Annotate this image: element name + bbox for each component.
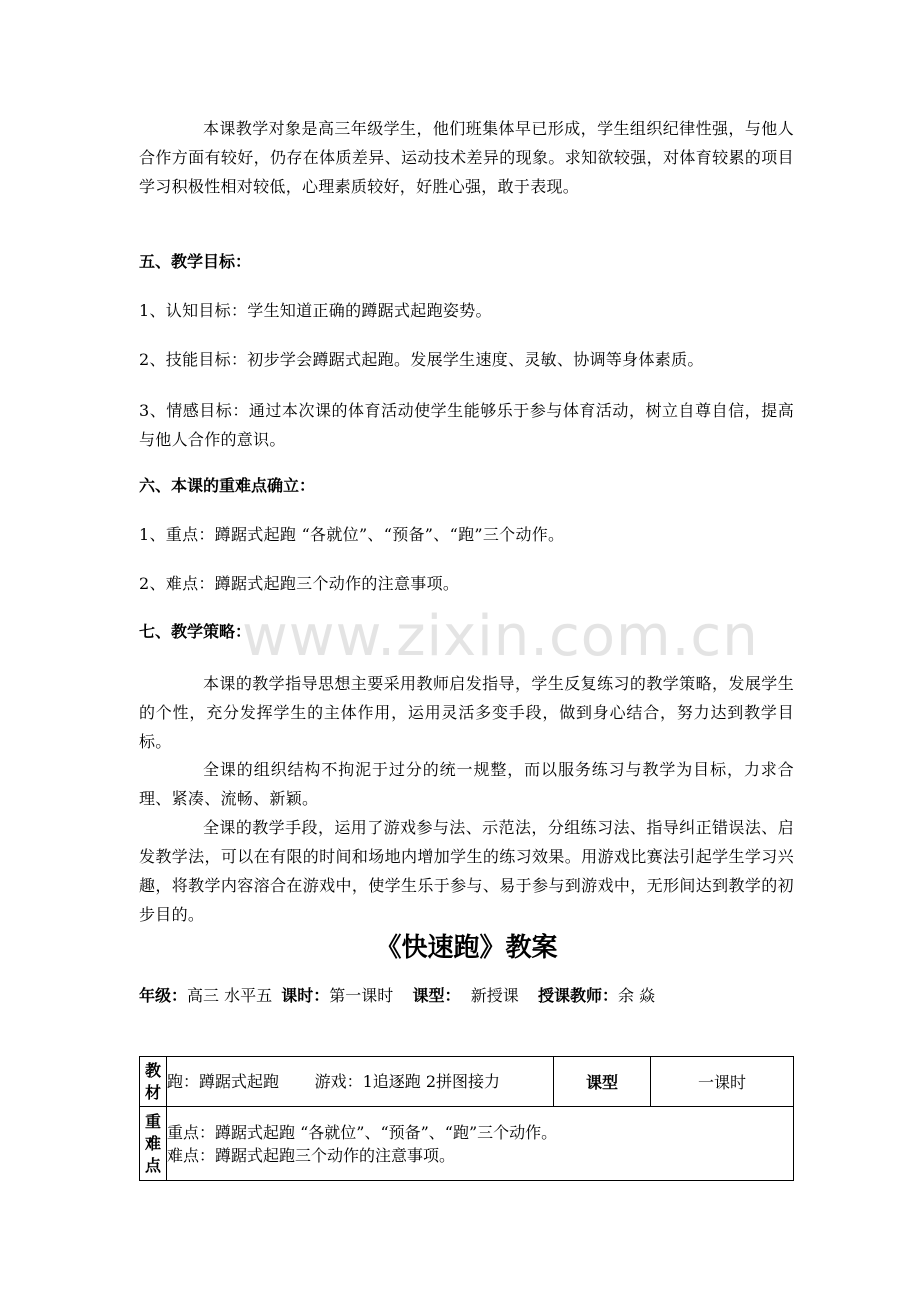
lesson-type-value: 一课时	[651, 1057, 794, 1107]
section6-heading: 六、本课的重难点确立：	[139, 476, 316, 495]
period-value: 第一课时	[329, 986, 394, 1005]
type-value: 新授课	[470, 986, 519, 1005]
table-row	[140, 1107, 794, 1181]
table-key-point: 重点：蹲踞式起跑 “各就位”、“预备”、“跑”三个动作。	[167, 1123, 558, 1142]
period-label: 课时：	[281, 986, 330, 1005]
paragraph-students: 本课教学对象是高三年级学生，他们班集体早已形成，学生组织纪律性强，与他人合作方面有较好，仍存在体质差异、运动技术差异的现象。求知欲较强，对体育较累的项目学习积极性相对较低，心理素质较好，好胜心强，敢于表现。	[139, 119, 794, 196]
plan-title: 《快速跑》教案	[375, 933, 558, 963]
objective-cognitive: 1、认知目标：学生知道正确的蹲踞式起跑姿势。	[139, 301, 492, 320]
plan-meta	[139, 982, 659, 1010]
strategy-paragraph-3: 全课的教学手段，运用了游戏参与法、示范法，分组练习法、指导纠正错误法、启发教学法，可以在有限的时间和场地内增加学生的练习效果。用游戏比赛法引起学生学习兴趣，将教学内容溶合在游戏中，使学生乐于参与、易于参与到游戏中，无形间达到教学的初步目的。	[139, 818, 794, 924]
strategy-paragraph-2: 全课的组织结构不拘泥于过分的统一规整，而以服务练习与教学为目标，力求合理、紧凑、流畅、新颖。	[139, 760, 794, 808]
teacher-value: 余 焱	[617, 986, 656, 1005]
grade-label: 年级：	[139, 986, 188, 1005]
strategy-paragraph-1: 本课的教学指导思想主要采用教师启发指导，学生反复练习的教学策略，发展学生的个性，充分发挥学生的主体作用，运用灵活多变手段，做到身心结合，努力达到教学目标。	[139, 674, 794, 751]
key-difficult-head: 重 难 点	[140, 1107, 167, 1181]
type-label: 课型：	[412, 986, 461, 1005]
key-point: 1、重点：蹲踞式起跑 “各就位”、“预备”、“跑”三个动作。	[139, 525, 565, 544]
difficult-point: 2、难点：蹲踞式起跑三个动作的注意事项。	[139, 574, 460, 593]
material-head: 教 材	[140, 1057, 167, 1107]
section5-heading: 五、教学目标：	[139, 252, 252, 271]
material-content: 跑：蹲踞式起跑 游戏：1追逐跑 2拼图接力	[167, 1057, 554, 1107]
grade-value: 高三 水平五	[187, 986, 273, 1005]
teacher-label: 授课教师：	[537, 986, 618, 1005]
watermark: www.zixin.com.cn	[242, 604, 759, 669]
section7-heading: 七、教学策略：	[139, 622, 252, 641]
objective-emotion: 3、情感目标：通过本次课的体育活动使学生能够乐于参与体育活动，树立自尊自信，提高与他人合作的意识。	[139, 401, 794, 449]
objective-skill: 2、技能目标：初步学会蹲踞式起跑。发展学生速度、灵敏、协调等身体素质。	[139, 350, 704, 369]
lesson-type-label: 课型	[554, 1057, 651, 1107]
key-difficult-content	[167, 1107, 794, 1181]
table-row	[140, 1057, 794, 1107]
table-difficult-point: 难点：蹲踞式起跑三个动作的注意事项。	[167, 1146, 456, 1165]
lesson-table	[139, 1056, 794, 1181]
